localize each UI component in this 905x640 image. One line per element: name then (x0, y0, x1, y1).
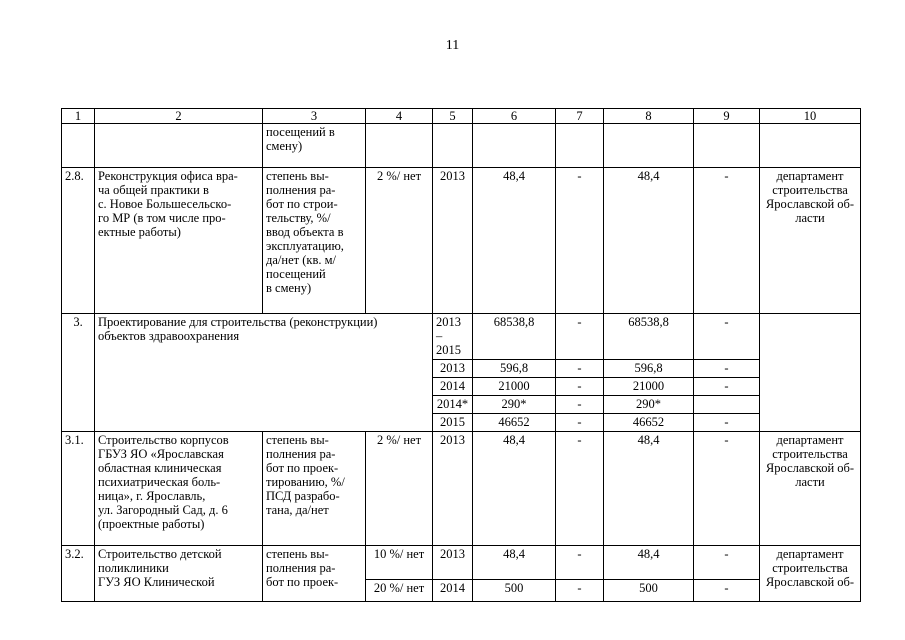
year-cell: 2014* (433, 396, 473, 414)
indicator-value: 2 %/ нет (366, 432, 433, 546)
year-cell: 2014 (433, 378, 473, 396)
amount-col8: 48,4 (604, 546, 694, 580)
executor-cell: департамент строительства Ярославской об- (760, 546, 861, 602)
executor-cell (760, 314, 861, 432)
cell-empty (604, 124, 694, 168)
measure-name: Строительство корпусов ГБУЗ ЯО «Ярославская областная клиническая психиатрическая боль- ница», г. Ярославль, ул. Загородный Сад, д. 6 (проектные работы) (95, 432, 263, 546)
amount-col7: - (556, 432, 604, 546)
year-cell: 2014 (433, 580, 473, 602)
amount-col9: - (694, 580, 760, 602)
header-cell: 3 (263, 109, 366, 124)
cell-empty (473, 124, 556, 168)
row-number: 2.8. (62, 168, 95, 314)
header-cell: 6 (473, 109, 556, 124)
amount-col9: - (694, 314, 760, 360)
executor-cell: департамент строительства Ярославской об- ласти (760, 168, 861, 314)
amount-total: 48,4 (473, 168, 556, 314)
header-cell: 8 (604, 109, 694, 124)
indicator-cell: степень вы- полнения ра- бот по проек- тированию, %/ ПСД разрабо- тана, да/нет (263, 432, 366, 546)
amount-total: 48,4 (473, 432, 556, 546)
amount-col9: - (694, 546, 760, 580)
header-cell: 10 (760, 109, 861, 124)
program-table (61, 108, 861, 602)
cell-empty (694, 124, 760, 168)
year-cell: 2015 (433, 414, 473, 432)
table-row-2-8 (62, 168, 861, 314)
amount-col9: - (694, 432, 760, 546)
amount-col8: 48,4 (604, 168, 694, 314)
indicator-value: 20 %/ нет (366, 580, 433, 602)
amount-total: 48,4 (473, 546, 556, 580)
cell-empty (760, 124, 861, 168)
amount-col8: 46652 (604, 414, 694, 432)
cell-empty (433, 124, 473, 168)
measure-name: Строительство детской поликлиники ГУЗ ЯО Клинической (95, 546, 263, 602)
amount-col7: - (556, 360, 604, 378)
amount-col8: 596,8 (604, 360, 694, 378)
header-cell: 9 (694, 109, 760, 124)
cell-empty (556, 124, 604, 168)
table-row-3-1 (62, 432, 861, 546)
amount-total: 21000 (473, 378, 556, 396)
year-cell: 2013 (433, 432, 473, 546)
table-row-3-2 (62, 546, 861, 580)
amount-col8: 48,4 (604, 432, 694, 546)
amount-col8: 21000 (604, 378, 694, 396)
header-cell: 5 (433, 109, 473, 124)
cell-empty (95, 124, 263, 168)
amount-col9: - (694, 414, 760, 432)
row-number: 3.2. (62, 546, 95, 602)
executor-cell: департамент строительства Ярославской об- ласти (760, 432, 861, 546)
amount-col8: 290* (604, 396, 694, 414)
amount-col7: - (556, 378, 604, 396)
amount-total: 596,8 (473, 360, 556, 378)
cell-empty (366, 124, 433, 168)
amount-total: 290* (473, 396, 556, 414)
row-number: 3. (62, 314, 95, 432)
amount-col7: - (556, 414, 604, 432)
amount-col7: - (556, 546, 604, 580)
amount-col9: - (694, 378, 760, 396)
amount-col7: - (556, 396, 604, 414)
year-cell: 2013 (433, 360, 473, 378)
indicator-cell: посещений в смену) (263, 124, 366, 168)
header-cell: 1 (62, 109, 95, 124)
amount-col7: - (556, 314, 604, 360)
measure-name: Проектирование для строительства (реконструкции) объектов здравоохранения (95, 314, 433, 432)
year-cell: 2013 – 2015 (433, 314, 473, 360)
amount-total: 500 (473, 580, 556, 602)
indicator-value: 10 %/ нет (366, 546, 433, 580)
amount-total: 46652 (473, 414, 556, 432)
header-row (62, 109, 861, 124)
page-number: 11 (445, 38, 460, 53)
indicator-cell: степень вы- полнения ра- бот по проек- (263, 546, 366, 602)
table-row-3 (62, 314, 861, 360)
amount-col9: - (694, 360, 760, 378)
amount-col9: - (694, 168, 760, 314)
header-cell: 4 (366, 109, 433, 124)
amount-col9 (694, 396, 760, 414)
amount-total: 68538,8 (473, 314, 556, 360)
indicator-cell: степень вы- полнения ра- бот по строи- тельству, %/ ввод объекта в эксплуатацию, да/нет (кв. м/ посещений в смену) (263, 168, 366, 314)
year-cell: 2013 (433, 546, 473, 580)
table-row-continuation (62, 124, 861, 168)
amount-col8: 500 (604, 580, 694, 602)
cell-empty (62, 124, 95, 168)
header-cell: 7 (556, 109, 604, 124)
amount-col7: - (556, 168, 604, 314)
header-cell: 2 (95, 109, 263, 124)
indicator-value: 2 %/ нет (366, 168, 433, 314)
amount-col8: 68538,8 (604, 314, 694, 360)
measure-name: Реконструкция офиса вра- ча общей практики в с. Новое Большесельско- го МР (в том числе про- ектные работы) (95, 168, 263, 314)
amount-col7: - (556, 580, 604, 602)
row-number: 3.1. (62, 432, 95, 546)
year-cell: 2013 (433, 168, 473, 314)
